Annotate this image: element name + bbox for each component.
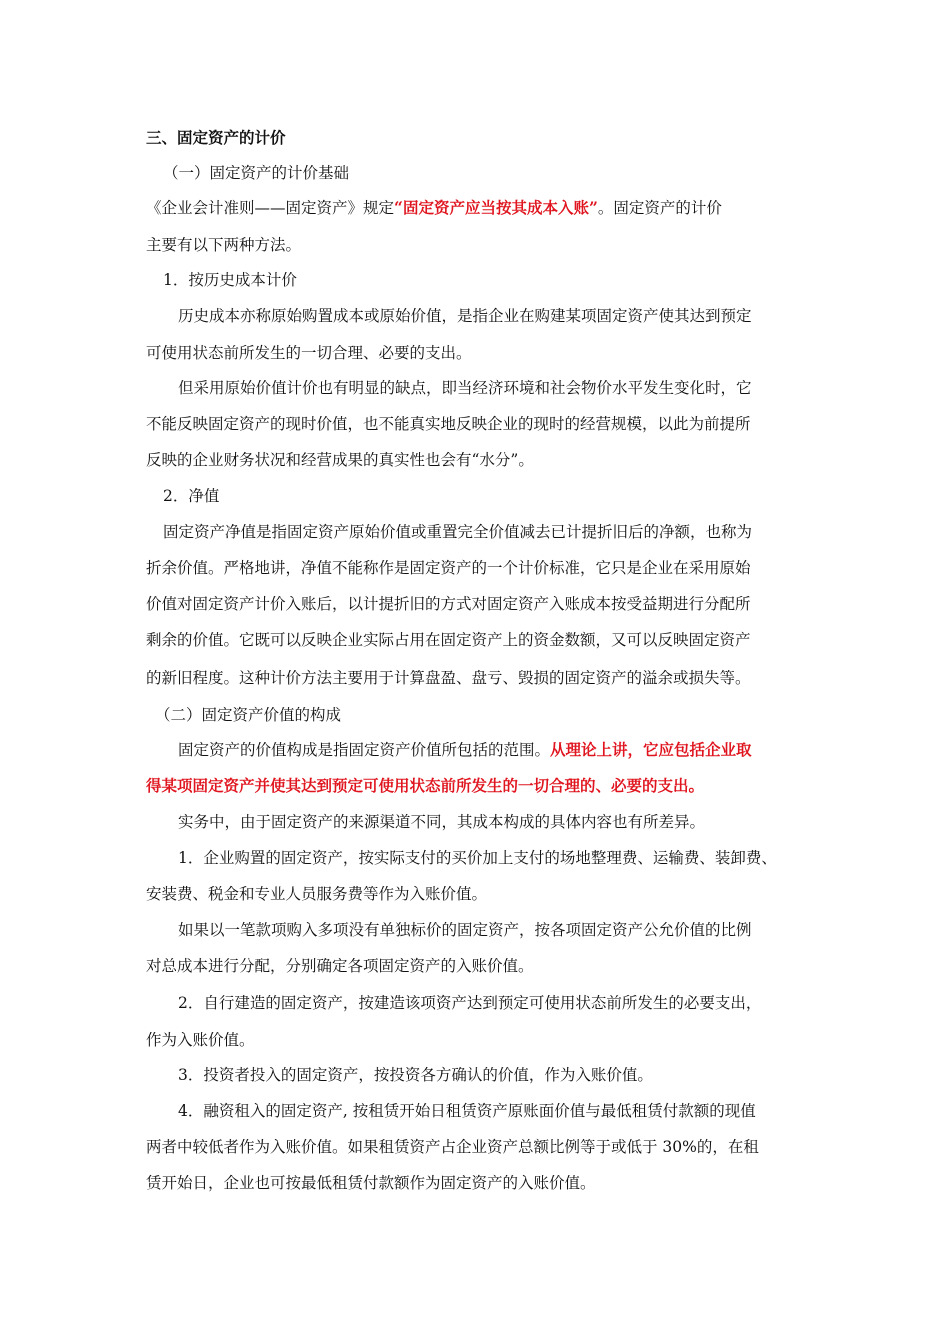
paragraph-line: 作为入账价值。 <box>146 1031 255 1049</box>
emphasis-text: 固定资产应当按其成本入账 <box>402 198 589 217</box>
text-run: 。固定资产的计价 <box>597 199 722 217</box>
paragraph-line <box>0 198 950 218</box>
text-run: 《企业会计准则——固定资产》规定 <box>146 199 395 217</box>
paragraph-line: 价值对固定资产计价入账后，以计提折旧的方式对固定资产入账成本按受益期进行分配所 <box>146 595 751 613</box>
method-title: 2．净值 <box>163 487 220 505</box>
paragraph-line: 但采用原始价值计价也有明显的缺点，即当经济环境和社会物价水平发生变化时，它 <box>178 379 752 397</box>
subsection-title: （二）固定资产价值的构成 <box>155 706 342 724</box>
emphasis-line: 得某项固定资产并使其达到预定可使用状态前所发生的一切合理的、必要的支出。 <box>146 776 705 795</box>
paragraph-line: 赁开始日，企业也可按最低租赁付款额作为固定资产的入账价值。 <box>146 1174 596 1192</box>
paragraph-line: 剩余的价值。它既可以反映企业实际占用在固定资产上的资金数额，又可以反映固定资产 <box>146 631 751 649</box>
paragraph-line <box>0 740 950 760</box>
paragraph-line: 反映的企业财务状况和经营成果的真实性也会有“水分”。 <box>146 451 534 469</box>
quote-mark: ” <box>588 198 598 217</box>
method-title: 1．按历史成本计价 <box>163 271 297 289</box>
paragraph-line: 的新旧程度。这种计价方法主要用于计算盘盈、盘亏、毁损的固定资产的溢余或损失等。 <box>146 669 751 687</box>
paragraph-line: 安装费、税金和专业人员服务费等作为入账价值。 <box>146 885 488 903</box>
subsection-title: （一）固定资产的计价基础 <box>163 164 350 182</box>
paragraph-line: 固定资产净值是指固定资产原始价值或重置完全价值减去已计提折旧后的净额，也称为 <box>163 523 753 541</box>
paragraph-line: 3．投资者投入的固定资产，按投资各方确认的价值，作为入账价值。 <box>178 1066 653 1084</box>
paragraph-line: 历史成本亦称原始购置成本或原始价值，是指企业在购建某项固定资产使其达到预定 <box>178 307 752 325</box>
paragraph-line: 2．自行建造的固定资产，按建造该项资产达到预定可使用状态前所发生的必要支出， <box>178 994 762 1012</box>
emphasis-text: 从理论上讲，它应包括企业取 <box>550 740 752 759</box>
paragraph-line: 如果以一笔款项购入多项没有单独标价的固定资产，按各项固定资产公允价值的比例 <box>178 921 752 939</box>
paragraph-line: 实务中，由于固定资产的来源渠道不同，其成本构成的具体内容也有所差异。 <box>178 813 706 831</box>
paragraph-line: 折余价值。严格地讲，净值不能称作是固定资产的一个计价标准，它只是企业在采用原始 <box>146 559 751 577</box>
paragraph-line: 1．企业购置的固定资产，按实际支付的买价加上支付的场地整理费、运输费、装卸费、 <box>178 849 777 867</box>
section-heading: 三、固定资产的计价 <box>146 128 286 147</box>
text-run: 固定资产的价值构成是指固定资产价值所包括的范围。 <box>178 741 551 759</box>
paragraph-line: 不能反映固定资产的现时价值，也不能真实地反映企业的现时的经营规模，以此为前提所 <box>146 415 751 433</box>
paragraph-line: 两者中较低者作为入账价值。如果租赁资产占企业资产总额比例等于或低于 30%的，在租 <box>146 1138 759 1156</box>
paragraph-line: 对总成本进行分配，分别确定各项固定资产的入账价值。 <box>146 957 534 975</box>
paragraph-line: 可使用状态前所发生的一切合理、必要的支出。 <box>146 344 472 362</box>
quote-mark: “ <box>394 198 403 217</box>
paragraph-line: 主要有以下两种方法。 <box>146 236 302 254</box>
paragraph-line: 4．融资租入的固定资产, 按租赁开始日租赁资产原账面价值与最低租赁付款额的现值 <box>178 1102 756 1120</box>
